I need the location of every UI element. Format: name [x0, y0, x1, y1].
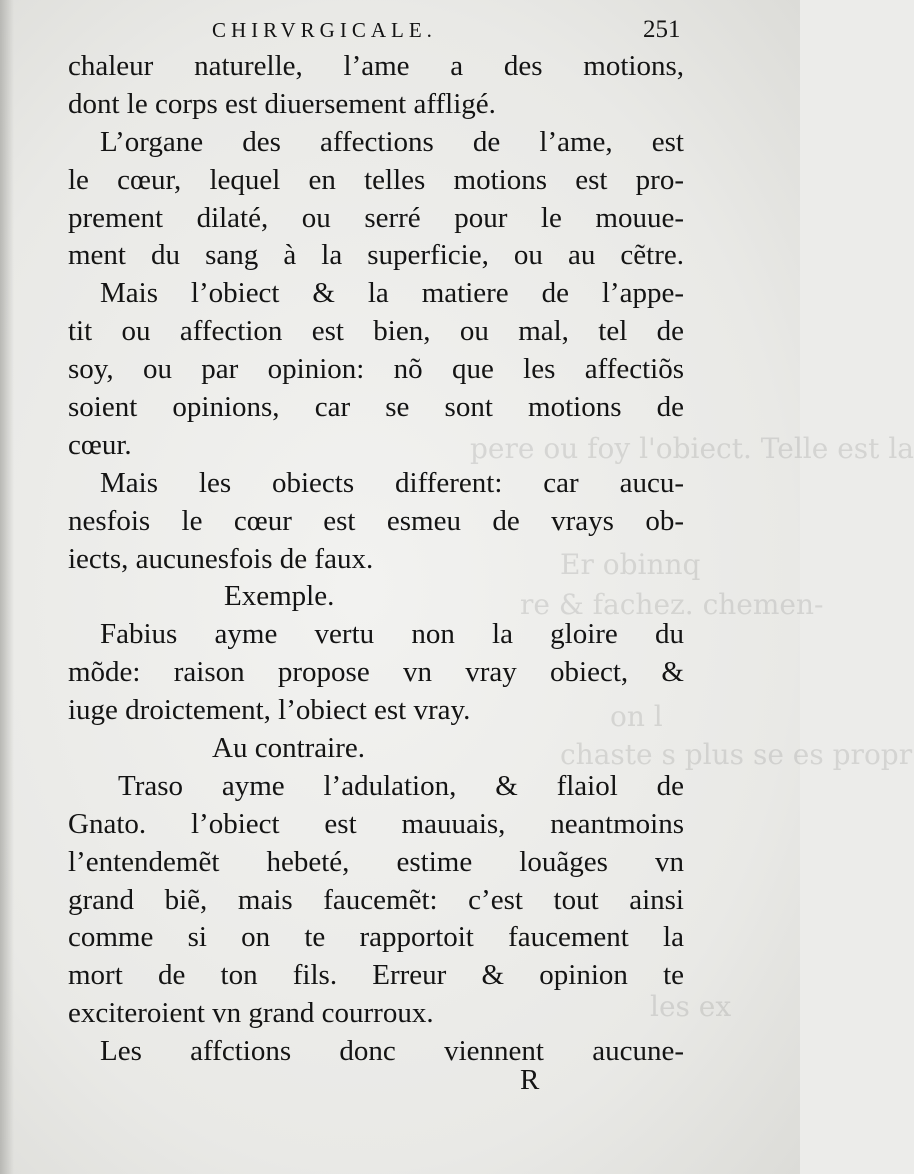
text-line: grand biẽ, mais faucemẽt: c’est tout ainsi	[68, 883, 684, 916]
text-line: Mais l’obiect & la matiere de l’appe-	[100, 277, 684, 310]
text-line: tit ou affection est bien, ou mal, tel de	[68, 315, 684, 348]
text-line: mort de ton fils. Erreur & opinion te	[68, 959, 684, 992]
text-line: chaleur naturelle, l’ame a des motions,	[68, 50, 684, 82]
page-number: 251	[643, 16, 681, 43]
text-line: Fabius ayme vertu non la gloire du	[100, 618, 684, 651]
bleed-through-decoration: re & fachez. chemen-	[520, 588, 824, 621]
body-text	[68, 48, 684, 1071]
bleed-through-decoration: les ex	[650, 990, 732, 1023]
page-header	[0, 8, 800, 48]
signature-mark: R	[520, 1064, 540, 1096]
text-line: L’organe des affections de l’ame, est	[100, 125, 684, 158]
text-line: mõde: raison propose vn vray obiect, &	[68, 656, 684, 689]
text-line: comme si on te rapportoit faucement la	[68, 921, 684, 954]
text-line: soient opinions, car se sont motions de	[68, 391, 684, 424]
text-line: Les affctions donc viennent aucune-	[100, 1035, 684, 1068]
text-line: l’entendemẽt hebeté, estime louãges vn	[68, 845, 684, 878]
text-line: soy, ou par opinion: nõ que les affectiõs	[68, 353, 684, 386]
text-line: nesfois le cœur est esmeu de vrays ob-	[68, 504, 684, 537]
text-line: exciteroient vn grand courroux.	[68, 997, 434, 1030]
text-line: Traso ayme l’adulation, & flaiol de	[118, 769, 684, 802]
bleed-through-decoration: chaste s plus se es propr	[560, 738, 913, 771]
gutter-shadow	[0, 0, 14, 1174]
section-heading: Au contraire.	[212, 732, 365, 765]
text-line: iects, aucunesfois de faux.	[68, 542, 374, 575]
bleed-through-decoration: on l	[610, 700, 663, 733]
text-line: le cœur, lequel en telles motions est pro-	[68, 163, 684, 196]
bleed-through-decoration: pere ou foy l'obiect. Telle est la	[470, 432, 914, 465]
text-line: prement dilaté, ou serré pour le mouue-	[68, 201, 684, 234]
section-heading: Exemple.	[224, 580, 335, 613]
text-line: Mais les obiects different: car aucu-	[100, 466, 684, 499]
text-line: dont le corps est diuersement affligé.	[68, 87, 496, 120]
bleed-through-decoration: Er obinnq	[560, 548, 701, 581]
text-line: ment du sang à la superficie, ou au cẽtre.	[68, 239, 684, 272]
text-line: Gnato. l’obiect est mauuais, neantmoins	[68, 807, 684, 840]
running-head: CHIRVRGICALE.	[212, 18, 437, 42]
text-line: cœur.	[68, 428, 132, 461]
text-line: iuge droictement, l’obiect est vray.	[68, 694, 471, 727]
